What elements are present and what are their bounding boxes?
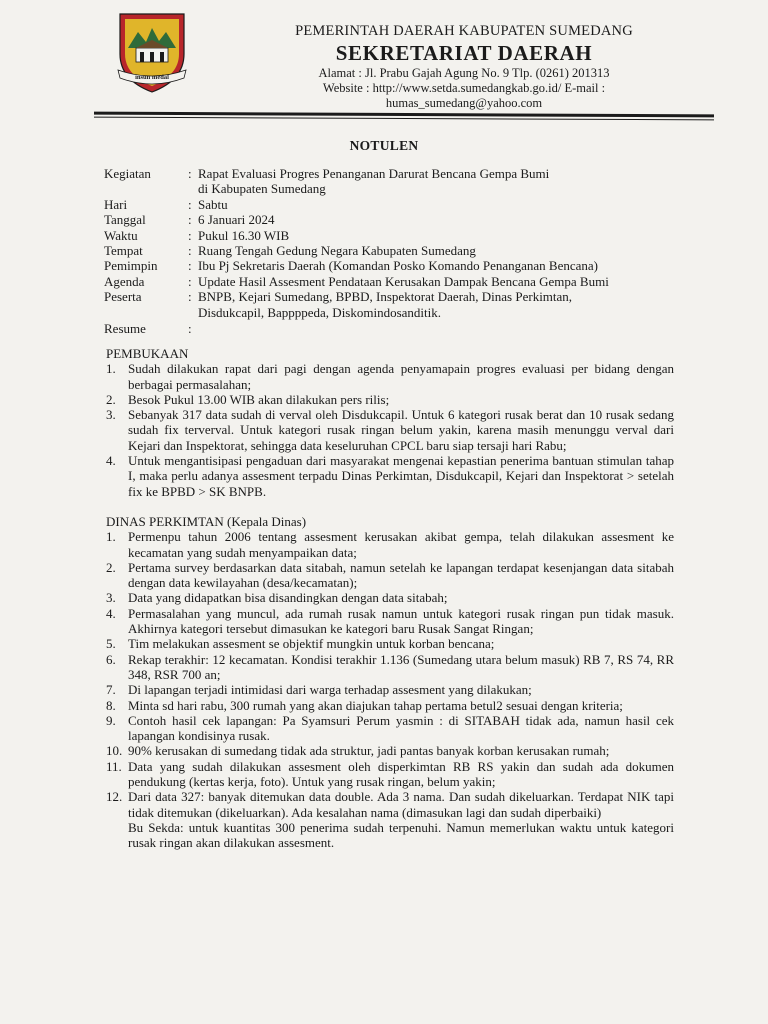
- meta-value-continuation: Disdukcapil, Bappppeda, Diskomindosanditik.: [198, 304, 442, 320]
- meta-row: [104, 289, 664, 320]
- item-text: Data yang sudah dilakukan assesment oleh disperkimtan RB RS yakin dan sudah ada dokumen pendukung (kertas kerja, foto). Untuk yang rusak ringan, belum yakin;: [128, 758, 674, 790]
- section-list: [106, 529, 674, 820]
- website-line: Website : http://www.setda.sumedangkab.go.id/ E-mail :: [322, 81, 606, 95]
- item-number: 2.: [106, 391, 116, 407]
- meta-colon: :: [188, 258, 192, 274]
- item-number: 4.: [106, 453, 116, 469]
- meta-value-line: Rapat Evaluasi Progres Penanganan Darurat Bencana Gempa Bumi: [198, 166, 550, 181]
- list-item: [106, 698, 674, 713]
- meta-colon: :: [188, 289, 192, 305]
- meta-colon: :: [188, 196, 192, 212]
- email-line: humas_sumedang@yahoo.com: [385, 96, 543, 110]
- meta-value: [198, 166, 664, 197]
- list-item: [106, 392, 674, 407]
- sumedang-coat-of-arms-logo: [114, 8, 190, 94]
- meta-colon: :: [188, 227, 192, 243]
- meta-value: [198, 258, 664, 273]
- meta-colon: :: [188, 166, 192, 181]
- meeting-details: [104, 166, 664, 336]
- meta-value: [198, 289, 664, 320]
- meta-colon: :: [188, 243, 192, 259]
- meta-value-continuation: di Kabupaten Sumedang: [198, 181, 326, 197]
- office-name: SEKRETARIAT DAERAH: [335, 41, 593, 65]
- meta-row: [104, 243, 664, 258]
- item-text: Pertama survey berdasarkan data sitabah, namun setelah ke lapangan terdapat kesenjangan data sitabah dengan data kewilayahan (desa/kecamatan);: [128, 559, 674, 591]
- letterhead: [264, 22, 664, 111]
- item-number: 4.: [106, 605, 116, 621]
- meta-label: Pemimpin: [104, 258, 158, 274]
- meta-colon: :: [188, 212, 192, 228]
- meta-row: [104, 197, 664, 212]
- government-name: PEMERINTAH DAERAH KABUPATEN SUMEDANG: [295, 23, 633, 39]
- item-number: 11.: [106, 758, 122, 774]
- list-item: [106, 560, 674, 591]
- item-number: 10.: [106, 743, 123, 759]
- item-text: 90% kerusakan di sumedang tidak ada struktur, jadi pantas banyak korban kerusakan rumah;: [128, 743, 610, 759]
- item-text: Rekap terakhir: 12 kecamatan. Kondisi terakhir 1.136 (Sumedang utara belum masuk) RB 7, RS 74, RR 348, RSR 700 an;: [128, 651, 674, 682]
- meta-value: [198, 197, 664, 212]
- meta-value: [198, 228, 664, 243]
- meta-value-line: 6 Januari 2024: [198, 212, 275, 228]
- item-number: 7.: [106, 682, 116, 698]
- item-text: Besok Pukul 13.00 WIB akan dilakukan pers rilis;: [128, 391, 390, 407]
- item-number: 8.: [106, 697, 116, 713]
- item-number: 1.: [106, 529, 116, 545]
- meta-label: Hari: [104, 196, 128, 212]
- item-number: 1.: [106, 361, 116, 377]
- item-text: Permasalahan yang muncul, ada rumah rusak namun untuk kategori rusak ringan pun tidak masuk. Akhirnya kategori tersebut dimasukan ke kategori baru Rusak Sangat Ringan;: [128, 605, 674, 637]
- list-item: [106, 529, 674, 560]
- meta-label: Tanggal: [104, 212, 146, 228]
- section-title: DINAS PERKIMTAN (Kepala Dinas): [106, 513, 307, 529]
- item-text: Minta sd hari rabu, 300 rumah yang akan diajukan tahap pertama betul2 sesuai dengan kriteria;: [128, 697, 623, 713]
- meta-label: Peserta: [104, 289, 142, 305]
- item-number: 3.: [106, 407, 116, 423]
- meta-row: [104, 321, 664, 336]
- meta-row: [104, 166, 664, 197]
- item-text: Sebanyak 317 data sudah di verval oleh Disdukcapil. Untuk 6 kategori rusak berat dan 10 rusak sedang sudah fix terverval. Untuk kategori rusak ringan belum yakin, karena masih menunggu verval dari Kejari dan Inspektorat, sehingga data keseluruhan CPCL baru siap tersaji hari Rabu;: [128, 407, 674, 453]
- item-text: Di lapangan terjadi intimidasi dari warga terhadap assesment yang dilakukan;: [128, 682, 532, 698]
- meta-row: [104, 258, 664, 273]
- document-title: NOTULEN: [349, 138, 419, 153]
- meta-label: Kegiatan: [104, 166, 151, 181]
- item-number: 6.: [106, 651, 116, 667]
- list-item: [106, 453, 674, 499]
- meta-label: Resume: [104, 321, 146, 337]
- meta-value-line: Ibu Pj Sekretaris Daerah (Komandan Posko Komando Penanganan Bencana): [198, 258, 598, 274]
- meta-label: Agenda: [104, 273, 145, 289]
- meta-value-line: BNPB, Kejari Sumedang, BPBD, Inspektorat Daerah, Dinas Perkimtan,: [198, 289, 573, 305]
- meta-value-line: Sabtu: [198, 196, 228, 212]
- list-item: [106, 590, 674, 605]
- item-number: 3.: [106, 590, 116, 606]
- list-item: [106, 361, 674, 392]
- meta-row: [104, 274, 664, 289]
- closing-note: Bu Sekda: untuk kuantitas 300 penerima sudah terpenuhi. Namun memerlukan waktu untuk kategori rusak ringan akan dilakukan assesment.: [128, 819, 674, 851]
- item-text: Sudah dilakukan rapat dari pagi dengan agenda penyamapain progres evaluasi per bidang dengan berbagai permasalahan;: [128, 361, 674, 392]
- list-item: [106, 789, 674, 820]
- meta-value-line: Ruang Tengah Gedung Negara Kabupaten Sumedang: [198, 243, 476, 259]
- item-text: Tim melakukan assesment se objektif mungkin untuk korban bencana;: [128, 636, 495, 652]
- list-item: [106, 636, 674, 651]
- meta-row: [104, 228, 664, 243]
- list-item: [106, 606, 674, 637]
- meta-row: [104, 212, 664, 227]
- address-line: Alamat : Jl. Prabu Gajah Agung No. 9 Tlp. (0261) 201313: [318, 66, 610, 80]
- list-item: [106, 743, 674, 758]
- meta-value: [198, 274, 664, 289]
- list-item: [106, 759, 674, 790]
- meta-value-line: Update Hasil Assesment Pendataan Kerusakan Dampak Bencana Gempa Bumi: [198, 273, 609, 289]
- item-number: 12.: [106, 789, 123, 805]
- minutes-section: [106, 514, 674, 851]
- list-item: [106, 713, 674, 744]
- minutes-section: [106, 346, 674, 499]
- section-title: PEMBUKAAN: [106, 346, 189, 361]
- item-text: Untuk mengantisipasi pengaduan dari masyarakat mengenai kepastian penerima bantuan stimulan tahap I, maka perlu adanya assesment terpadu Dinas Perkimtan, Disdukcapil, Kejari dan Inspektorat > setelah fix ke BPBD > SK BNPB.: [128, 453, 674, 499]
- item-text: Permenpu tahun 2006 tentang assesment kerusakan akibat gempa, telah dilakukan assesment ke kecamatan yang sudah menyampaikan data;: [128, 529, 674, 560]
- minutes-body: [106, 346, 674, 851]
- meta-value: [198, 321, 664, 336]
- list-item: [106, 682, 674, 697]
- meta-label: Tempat: [104, 243, 143, 259]
- letterhead-rule-thin: [94, 117, 714, 121]
- list-item: [106, 652, 674, 683]
- section-list: [106, 361, 674, 499]
- meta-value: [198, 243, 664, 258]
- logo-motto: insun medal: [135, 74, 169, 81]
- item-number: 9.: [106, 712, 116, 728]
- meta-colon: :: [188, 321, 192, 337]
- meta-label: Waktu: [104, 227, 138, 243]
- list-item: [106, 407, 674, 453]
- item-text: Dari data 327: banyak ditemukan data double. Ada 3 nama. Dan sudah dikeluarkan. Terdapat NIK tapi tidak ditemukan (dikeluarkan). Ada kesalahan nama (dimasukan lagi dan sudah diperbaiki): [128, 789, 674, 820]
- item-number: 5.: [106, 636, 116, 652]
- item-number: 2.: [106, 559, 116, 575]
- item-text: Data yang didapatkan bisa disandingkan dengan data sitabah;: [128, 590, 448, 606]
- meta-value-line: Pukul 16.30 WIB: [198, 227, 290, 243]
- meta-colon: :: [188, 273, 192, 289]
- item-text: Contoh hasil cek lapangan: Pa Syamsuri Perum yasmin : di SITABAH tidak ada, namun hasil cek lapangan kondisinya rusak.: [128, 712, 674, 744]
- meta-value: [198, 212, 664, 227]
